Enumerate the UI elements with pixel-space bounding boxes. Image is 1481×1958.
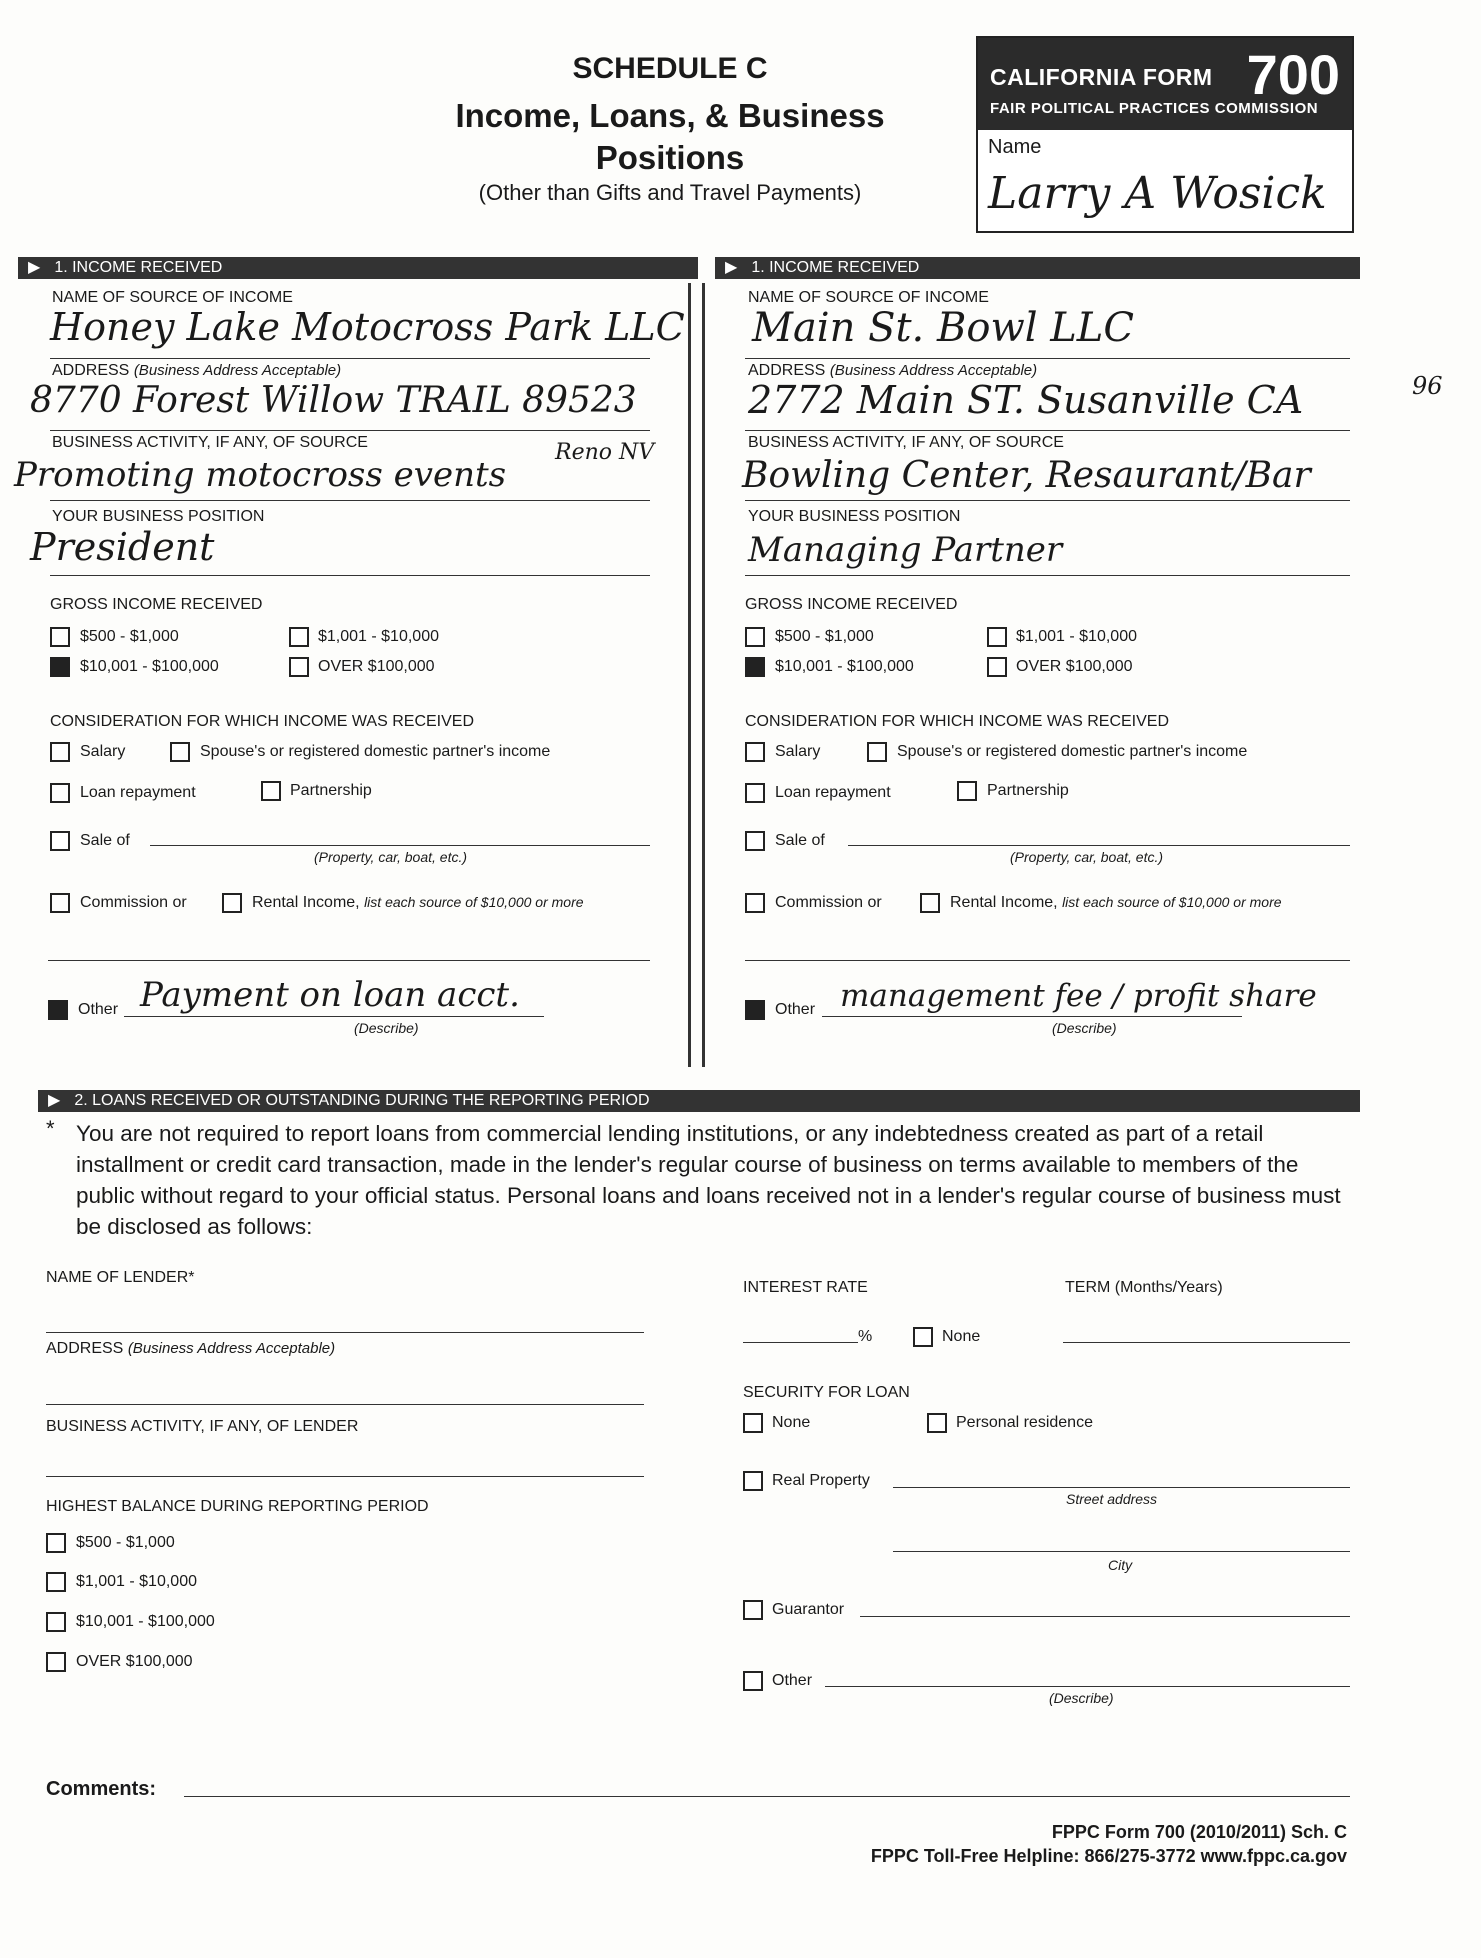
balance-500-label: $500 - $1,000 — [76, 1534, 175, 1551]
position-label: YOUR BUSINESS POSITION — [748, 508, 961, 525]
partnership-checkbox[interactable] — [261, 781, 281, 801]
consideration-label: CONSIDERATION FOR WHICH INCOME WAS RECEIVED — [50, 713, 475, 730]
gross-1001-checkbox[interactable] — [987, 627, 1007, 647]
gross-1001-label: $1,001 - $10,000 — [1016, 628, 1137, 645]
sale-of-line — [848, 845, 1350, 846]
balance-1001-label: $1,001 - $10,000 — [76, 1573, 197, 1590]
rental-income-label — [252, 894, 584, 912]
source-label: NAME OF SOURCE OF INCOME — [52, 289, 293, 306]
security-other-note: (Describe) — [1049, 1690, 1114, 1706]
activity-value[interactable]: Bowling Center, Resaurant/Bar — [742, 455, 1311, 496]
source-value[interactable]: Honey Lake Motocross Park LLC — [50, 305, 685, 349]
commission-label: Commission or — [80, 894, 187, 911]
other-label: Other — [78, 1001, 119, 1018]
position-value[interactable]: Managing Partner — [748, 530, 1063, 570]
security-other-label: Other — [772, 1672, 813, 1689]
comments-label: Comments: — [46, 1778, 157, 1800]
section1-right-bar — [715, 257, 1360, 279]
gross-1001-label: $1,001 - $10,000 — [318, 628, 439, 645]
activity-label: BUSINESS ACTIVITY, IF ANY, OF SOURCE — [748, 434, 1064, 451]
form-label: CALIFORNIA FORM — [990, 64, 1213, 90]
guarantor-line — [860, 1616, 1350, 1617]
address-value[interactable]: 8770 Forest Willow TRAIL 89523 — [30, 380, 637, 421]
section1-left-bar — [18, 257, 698, 279]
address-line — [50, 430, 650, 431]
column-divider-right — [702, 283, 705, 1067]
other-line — [124, 1016, 544, 1017]
balance-over-label: OVER $100,000 — [76, 1653, 193, 1670]
street-line — [893, 1487, 1350, 1488]
lender-name-line — [46, 1332, 644, 1333]
personal-residence-checkbox[interactable] — [927, 1413, 947, 1433]
other-description[interactable]: Payment on loan acct. — [140, 975, 520, 1015]
balance-over-checkbox[interactable] — [46, 1652, 66, 1672]
commission-checkbox[interactable] — [50, 893, 70, 913]
city-note: City — [1108, 1557, 1133, 1573]
position-line — [745, 575, 1350, 576]
gross-income-label: GROSS INCOME RECEIVED — [745, 596, 958, 613]
sale-of-checkbox[interactable] — [50, 831, 70, 851]
footer-helpline: FPPC Toll-Free Helpline: 866/275-3772 www.fppc.ca.gov — [870, 1846, 1347, 1866]
gross-1001-checkbox[interactable] — [289, 627, 309, 647]
commission-checkbox[interactable] — [745, 893, 765, 913]
gross-over-checkbox[interactable] — [987, 657, 1007, 677]
sale-of-label: Sale of — [775, 832, 825, 849]
position-label: YOUR BUSINESS POSITION — [52, 508, 265, 525]
form-number: 700 — [1246, 43, 1340, 106]
loan-note: You are not required to report loans from commercial lending institutions, or any indebtedness created as part of a retail installment or credit card transaction, made in the lender's regular course of business on terms available to members of the public without regard to your official status. Personal loans and loans received not in a lender's regular course of business must be disclosed as follows: — [76, 1121, 1341, 1239]
gross-500-label: $500 - $1,000 — [775, 628, 874, 645]
gross-500-checkbox[interactable] — [745, 627, 765, 647]
lender-address-note: (Business Address Acceptable) — [127, 1340, 336, 1357]
lender-name-label: NAME OF LENDER* — [46, 1269, 195, 1286]
loan-repayment-checkbox[interactable] — [50, 783, 70, 803]
street-note: Street address — [1066, 1491, 1158, 1507]
section2-bar — [38, 1090, 1360, 1112]
other-label: Other — [775, 1001, 816, 1018]
lender-address-line — [46, 1404, 644, 1405]
commission-label: FAIR POLITICAL PRACTICES COMMISSION — [990, 100, 1319, 117]
gross-10001-checkbox[interactable] — [745, 657, 765, 677]
source-label: NAME OF SOURCE OF INCOME — [748, 289, 989, 306]
sale-of-checkbox[interactable] — [745, 831, 765, 851]
security-none-label: None — [772, 1414, 811, 1431]
gross-10001-checkbox[interactable] — [50, 657, 70, 677]
rental-income-checkbox[interactable] — [222, 893, 242, 913]
sale-of-line — [150, 845, 650, 846]
schedule-note: (Other than Gifts and Travel Payments) — [478, 180, 862, 205]
partnership-label: Partnership — [987, 782, 1069, 799]
source-line — [50, 358, 650, 359]
gross-over-checkbox[interactable] — [289, 657, 309, 677]
activity-value[interactable]: Promoting motocross events — [14, 455, 507, 495]
real-property-label: Real Property — [772, 1472, 870, 1489]
address-label-text: ADDRESS — [52, 362, 130, 379]
schedule-subtitle — [400, 95, 940, 179]
source-value[interactable]: Main St. Bowl LLC — [752, 305, 1134, 351]
percent-sign: % — [858, 1328, 873, 1345]
guarantor-label: Guarantor — [772, 1601, 845, 1618]
other-checkbox[interactable] — [48, 1000, 68, 1020]
gross-over-label: OVER $100,000 — [1016, 658, 1133, 675]
security-label: SECURITY FOR LOAN — [743, 1384, 910, 1401]
section2-bar-label: 2. LOANS RECEIVED OR OUTSTANDING DURING THE REPORTING PERIOD — [74, 1092, 650, 1109]
sale-of-note: (Property, car, boat, etc.) — [1010, 849, 1164, 865]
interest-rate-line — [743, 1342, 858, 1343]
gross-10001-label: $10,001 - $100,000 — [775, 658, 914, 675]
balance-1001-checkbox[interactable] — [46, 1572, 66, 1592]
section1-right-bar-label: 1. INCOME RECEIVED — [751, 259, 920, 276]
arrow-icon: ▶ — [48, 1092, 61, 1109]
activity-line — [50, 500, 650, 501]
rental-income-note: list each source of $10,000 or more — [1062, 894, 1282, 910]
other-describe-note: (Describe) — [354, 1020, 419, 1036]
column-divider-left — [688, 283, 691, 1067]
balance-10001-label: $10,001 - $100,000 — [76, 1613, 215, 1630]
address-note: (Business Address Acceptable) — [829, 362, 1038, 379]
rental-line — [48, 960, 650, 961]
other-description[interactable]: management fee / profit share — [840, 978, 1317, 1014]
term-line — [1063, 1342, 1350, 1343]
balance-10001-checkbox[interactable] — [46, 1612, 66, 1632]
security-none-checkbox[interactable] — [743, 1413, 763, 1433]
lender-activity-label: BUSINESS ACTIVITY, IF ANY, OF LENDER — [46, 1418, 359, 1435]
gross-over-label: OVER $100,000 — [318, 658, 435, 675]
address-label — [52, 362, 341, 380]
commission-label: Commission or — [775, 894, 882, 911]
activity-line — [745, 500, 1350, 501]
salary-checkbox[interactable] — [50, 742, 70, 762]
real-property-checkbox[interactable] — [743, 1471, 763, 1491]
subtitle-line2: Positions — [595, 139, 745, 176]
section1-left-bar-label: 1. INCOME RECEIVED — [54, 259, 223, 276]
gross-500-label: $500 - $1,000 — [80, 628, 179, 645]
spouse-income-label: Spouse's or registered domestic partner's income — [200, 743, 551, 760]
sale-of-note: (Property, car, boat, etc.) — [314, 849, 468, 865]
footer-form-id: FPPC Form 700 (2010/2011) Sch. C — [1051, 1822, 1347, 1842]
address-extra[interactable]: Reno NV — [555, 440, 655, 465]
security-other-checkbox[interactable] — [743, 1671, 763, 1691]
rental-income-note: list each source of $10,000 or more — [364, 894, 584, 910]
city-line — [893, 1551, 1350, 1552]
note-asterisk: * — [46, 1116, 55, 1141]
interest-rate-label: INTEREST RATE — [743, 1279, 868, 1296]
balance-500-checkbox[interactable] — [46, 1533, 66, 1553]
personal-residence-label: Personal residence — [956, 1414, 1093, 1431]
loan-repayment-label: Loan repayment — [775, 784, 891, 801]
other-line — [822, 1016, 1242, 1017]
address-label-text: ADDRESS — [748, 362, 826, 379]
other-checkbox[interactable] — [745, 1000, 765, 1020]
interest-none-checkbox[interactable] — [913, 1327, 933, 1347]
address-line — [745, 430, 1350, 431]
comments-line[interactable] — [184, 1796, 1350, 1797]
rental-line — [745, 960, 1350, 961]
loan-repayment-label: Loan repayment — [80, 784, 196, 801]
salary-label: Salary — [80, 743, 126, 760]
lender-address-text: ADDRESS — [46, 1340, 124, 1357]
arrow-icon: ▶ — [725, 259, 738, 276]
sale-of-label: Sale of — [80, 832, 130, 849]
schedule-title: SCHEDULE C — [572, 52, 768, 85]
address-note: (Business Address Acceptable) — [133, 362, 342, 379]
rental-income-label — [950, 894, 1282, 912]
partnership-label: Partnership — [290, 782, 372, 799]
lender-address-label — [46, 1340, 335, 1358]
name-label: Name — [988, 136, 1042, 158]
position-line — [50, 575, 650, 576]
address-extra[interactable]: 96 — [1412, 372, 1443, 400]
form-id-bar — [978, 38, 1352, 130]
position-value[interactable]: President — [30, 525, 215, 569]
gross-500-checkbox[interactable] — [50, 627, 70, 647]
form-id-box — [976, 36, 1354, 233]
spouse-income-checkbox[interactable] — [170, 742, 190, 762]
loan-repayment-checkbox[interactable] — [745, 783, 765, 803]
spouse-income-checkbox[interactable] — [867, 742, 887, 762]
rental-income-text: Rental Income, — [950, 894, 1058, 911]
term-label: TERM (Months/Years) — [1065, 1279, 1223, 1296]
consideration-label: CONSIDERATION FOR WHICH INCOME WAS RECEIVED — [745, 713, 1170, 730]
source-line — [745, 358, 1350, 359]
address-value[interactable]: 2772 Main ST. Susanville CA — [748, 378, 1304, 422]
arrow-icon: ▶ — [28, 259, 41, 276]
rental-income-text: Rental Income, — [252, 894, 360, 911]
salary-label: Salary — [775, 743, 821, 760]
partnership-checkbox[interactable] — [957, 781, 977, 801]
rental-income-checkbox[interactable] — [920, 893, 940, 913]
filer-name[interactable]: Larry A Wosick — [988, 168, 1327, 219]
guarantor-checkbox[interactable] — [743, 1600, 763, 1620]
other-describe-note: (Describe) — [1052, 1020, 1117, 1036]
lender-activity-line — [46, 1476, 644, 1477]
salary-checkbox[interactable] — [745, 742, 765, 762]
gross-10001-label: $10,001 - $100,000 — [80, 658, 219, 675]
highest-balance-label: HIGHEST BALANCE DURING REPORTING PERIOD — [46, 1498, 429, 1515]
spouse-income-label: Spouse's or registered domestic partner's income — [897, 743, 1248, 760]
interest-none-label: None — [942, 1328, 981, 1345]
security-other-line — [825, 1686, 1350, 1687]
subtitle-line1: Income, Loans, & Business — [455, 97, 885, 134]
gross-income-label: GROSS INCOME RECEIVED — [50, 596, 263, 613]
activity-label: BUSINESS ACTIVITY, IF ANY, OF SOURCE — [52, 434, 368, 451]
